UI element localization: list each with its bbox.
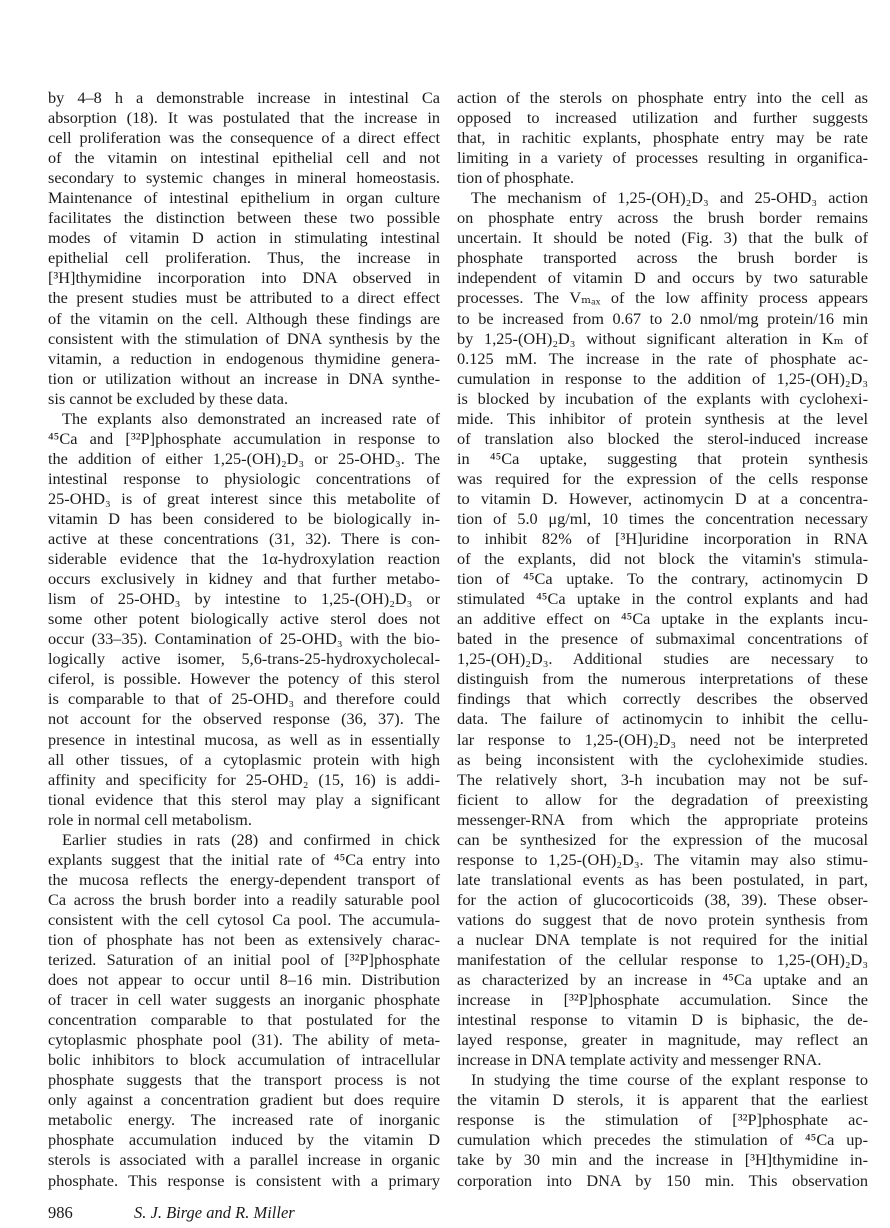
text-line: siderable evidence that the 1α-hydroxylation reaction [48, 549, 440, 569]
text-line: consistent with the stimulation of DNA synthesis by the [48, 328, 440, 348]
text-line: to vitamin D. However, actinomycin D at a concentra- [457, 488, 868, 508]
text-line: mide. This inhibitor of protein synthesis at the level [457, 408, 868, 428]
text-line: of translation also blocked the sterol-induced increase [457, 428, 868, 448]
text-line: tional evidence that this sterol may play a significant [48, 789, 440, 809]
text-line: manifestation of the cellular response to 1,25-(OH)₂D₃ [457, 950, 868, 970]
text-line: The relatively short, 3-h incubation may not be suf- [457, 769, 868, 789]
text-line: the vitamin D sterols, it is apparent that the earliest [457, 1090, 868, 1110]
text-line: for the action of glucocorticoids (38, 39). These obser- [457, 889, 868, 909]
text-line: opposed to increased utilization and further suggests [457, 108, 868, 128]
text-line: action of the sterols on phosphate entry into the cell as [457, 88, 868, 107]
text-line: phosphate suggests that the transport process is not [48, 1070, 440, 1090]
text-line: of tracer in cell water suggests an inorganic phosphate [48, 990, 440, 1010]
running-authors: S. J. Birge and R. Miller [134, 1203, 295, 1222]
text-line: occur (33–35). Contamination of 25-OHD₃ with the bio- [48, 629, 440, 649]
text-line: In studying the time course of the explant response to [471, 1070, 868, 1090]
text-line: cell proliferation was the consequence of a direct effect [48, 128, 440, 148]
text-line: layed response, greater in magnitude, may reflect an [457, 1030, 868, 1050]
text-line: findings that which correctly describes the observed [457, 689, 868, 709]
text-line: of the vitamin on intestinal epithelial cell and not [48, 148, 440, 168]
text-line: epithelial cell proliferation. Thus, the increase in [48, 248, 440, 268]
text-line: limiting in a variety of processes resulting in organifica- [457, 148, 868, 168]
text-line: increase in [³²P]phosphate accumulation. Since the [457, 990, 868, 1010]
text-line: stimulated ⁴⁵Ca uptake in the control explants and had [457, 589, 868, 609]
text-line: tion or utilization without an increase in DNA synthe- [48, 368, 440, 388]
text-line: terized. Saturation of an initial pool of [³²P]phosphate [48, 950, 440, 970]
text-line: an additive effect on ⁴⁵Ca uptake in the explants incu- [457, 609, 868, 629]
text-line: tion of phosphate. [457, 168, 575, 188]
left-column [48, 88, 440, 1191]
text-line: [³H]thymidine incorporation into DNA observed in [48, 268, 440, 288]
text-line: cumulation in response to the addition of 1,25-(OH)₂D₃ [457, 368, 868, 388]
text-line: ficient to allow for the degradation of preexisting [457, 789, 868, 809]
right-column [457, 88, 868, 1191]
text-line: secondary to systemic changes in mineral homeostasis. [48, 168, 440, 188]
text-line: does not appear to occur until 8–16 min. Distribution [48, 970, 440, 990]
paragraph [457, 88, 868, 188]
text-line: can be synthesized for the expression of the mucosal [457, 829, 868, 849]
text-line: was required for the expression of the cells response [457, 468, 868, 488]
text-line: tion of phosphate has not been as extensively charac- [48, 929, 440, 949]
text-line: a nuclear DNA template is not required for the initial [457, 929, 868, 949]
text-line: logically active isomer, 5,6-trans-25-hydroxycholecal- [48, 649, 440, 669]
text-line: occurs exclusively in kidney and that further metabo- [48, 569, 440, 589]
text-line: only against a concentration gradient but does require [48, 1090, 440, 1110]
text-line: Earlier studies in rats (28) and confirmed in chick [62, 829, 440, 849]
text-line: in ⁴⁵Ca uptake, suggesting that protein synthesis [457, 448, 868, 468]
text-line: distinguish from the numerous interpretations of these [457, 669, 868, 689]
text-line: the mucosa reflects the energy-dependent transport of [48, 869, 440, 889]
text-line: intestinal response to vitamin D is biphasic, the de- [457, 1010, 868, 1030]
text-line: Ca across the brush border into a readily saturable pool [48, 889, 440, 909]
text-line: explants suggest that the initial rate of ⁴⁵Ca entry into [48, 849, 440, 869]
page-number: 986 [48, 1203, 73, 1222]
text-line: affinity and specificity for 25-OHD₂ (15, 16) is addi- [48, 769, 440, 789]
text-line: 25-OHD₃ is of great interest since this metabolite of [48, 488, 440, 508]
paragraph [48, 830, 440, 1191]
text-line: of the vitamin on the cell. Although these findings are [48, 308, 440, 328]
text-line: 1,25-(OH)₂D₃. Additional studies are necessary to [457, 649, 868, 669]
text-line: processes. The Vₘₐₓ of the low affinity process appears [457, 288, 868, 308]
text-line: phosphate transported across the brush border is [457, 248, 868, 268]
text-line: response is the stimulation of [³²P]phosphate ac- [457, 1110, 868, 1130]
text-line: to inhibit 82% of [³H]uridine incorporation in RNA [457, 529, 868, 549]
text-line: vitamin, a reduction in endogenous thymidine genera- [48, 348, 440, 368]
text-line: sterols is associated with a parallel increase in organic [48, 1150, 440, 1170]
text-line: corporation into DNA by 150 min. This observation [457, 1170, 868, 1190]
paragraph [48, 409, 440, 830]
text-line: vations do suggest that de novo protein synthesis from [457, 909, 868, 929]
text-line: facilitates the distinction between these two possible [48, 208, 440, 228]
text-line: some other potent biologically active sterol does not [48, 609, 440, 629]
text-line: tion of 5.0 μg/ml, 10 times the concentration necessary [457, 508, 868, 528]
text-line: increase in DNA template activity and messenger RNA. [457, 1050, 822, 1070]
text-line: phosphate accumulation induced by the vitamin D [48, 1130, 440, 1150]
text-line: all other tissues, of a cytoplasmic protein with high [48, 749, 440, 769]
text-line: sis cannot be excluded by these data. [48, 388, 289, 408]
paragraph [48, 88, 440, 409]
text-line: is blocked by incubation of the explants with cyclohexi- [457, 388, 868, 408]
text-line: the present studies must be attributed to a direct effect [48, 288, 440, 308]
text-line: modes of vitamin D action in stimulating intestinal [48, 228, 440, 248]
text-line: response to 1,25-(OH)₂D₃. The vitamin may also stimu- [457, 849, 868, 869]
paragraph [457, 1070, 868, 1190]
text-line: lar response to 1,25-(OH)₂D₃ need not be interpreted [457, 729, 868, 749]
text-line: bolic inhibitors to block accumulation of intracellular [48, 1050, 440, 1070]
text-line: concentration comparable to that postulated for the [48, 1010, 440, 1030]
text-line: presence in intestinal mucosa, as well as in essentially [48, 729, 440, 749]
text-line: to be increased from 0.67 to 2.0 nmol/mg protein/16 min [457, 308, 868, 328]
text-line: bated in the presence of submaximal concentrations of [457, 629, 868, 649]
text-line: phosphate. This response is consistent with a primary [48, 1170, 440, 1190]
text-line: vitamin D has been considered to be biologically in- [48, 508, 440, 528]
text-line: late translational events as has been postulated, in part, [457, 869, 868, 889]
text-line: by 1,25-(OH)₂D₃ without significant alteration in Kₘ of [457, 328, 868, 348]
text-line: as being inconsistent with the cycloheximide studies. [457, 749, 868, 769]
text-line: active at these concentrations (31, 32). There is con- [48, 529, 440, 549]
paragraph [457, 188, 868, 1070]
text-line: consistent with the cell cytosol Ca pool. The accumula- [48, 909, 440, 929]
text-line: metabolic energy. The increased rate of inorganic [48, 1110, 440, 1130]
text-line: not account for the observed response (36, 37). The [48, 709, 440, 729]
text-line: ciferol, is possible. However the potency of this sterol [48, 669, 440, 689]
text-line: on phosphate entry across the brush border remains [457, 208, 868, 228]
text-line: is comparable to that of 25-OHD₃ and therefore could [48, 689, 440, 709]
text-line: role in normal cell metabolism. [48, 809, 252, 829]
text-line: ⁴⁵Ca and [³²P]phosphate accumulation in response to [48, 428, 440, 448]
text-line: lism of 25-OHD₃ by intestine to 1,25-(OH)₂D₃ or [48, 589, 440, 609]
text-line: as characterized by an increase in ⁴⁵Ca uptake and an [457, 970, 868, 990]
text-line: take by 30 min and the increase in [³H]thymidine in- [457, 1150, 868, 1170]
text-line: uncertain. It should be noted (Fig. 3) that the bulk of [457, 228, 868, 248]
text-line: cumulation which precedes the stimulation of ⁴⁵Ca up- [457, 1130, 868, 1150]
text-line: that, in rachitic explants, phosphate entry may be rate [457, 128, 868, 148]
text-line: The explants also demonstrated an increased rate of [62, 408, 440, 428]
text-line: cytoplasmic phosphate pool (31). The ability of meta- [48, 1030, 440, 1050]
text-line: absorption (18). It was postulated that the increase in [48, 108, 440, 128]
text-line: the addition of either 1,25-(OH)₂D₃ or 25-OHD₃. The [48, 448, 440, 468]
text-line: by 4–8 h a demonstrable increase in intestinal Ca [48, 88, 440, 107]
text-line: data. The failure of actinomycin to inhibit the cellu- [457, 709, 868, 729]
text-line: Maintenance of intestinal epithelium in organ culture [48, 188, 440, 208]
text-line: of the explants, did not block the vitamin's stimula- [457, 549, 868, 569]
text-line: 0.125 mM. The increase in the rate of phosphate ac- [457, 348, 868, 368]
text-line: The mechanism of 1,25-(OH)₂D₃ and 25-OHD₃ action [471, 188, 868, 208]
text-line: tion of ⁴⁵Ca uptake. To the contrary, actinomycin D [457, 569, 868, 589]
text-line: independent of vitamin D and occurs by two saturable [457, 268, 868, 288]
text-line: intestinal response to physiologic concentrations of [48, 468, 440, 488]
text-line: messenger-RNA from which the appropriate proteins [457, 809, 868, 829]
